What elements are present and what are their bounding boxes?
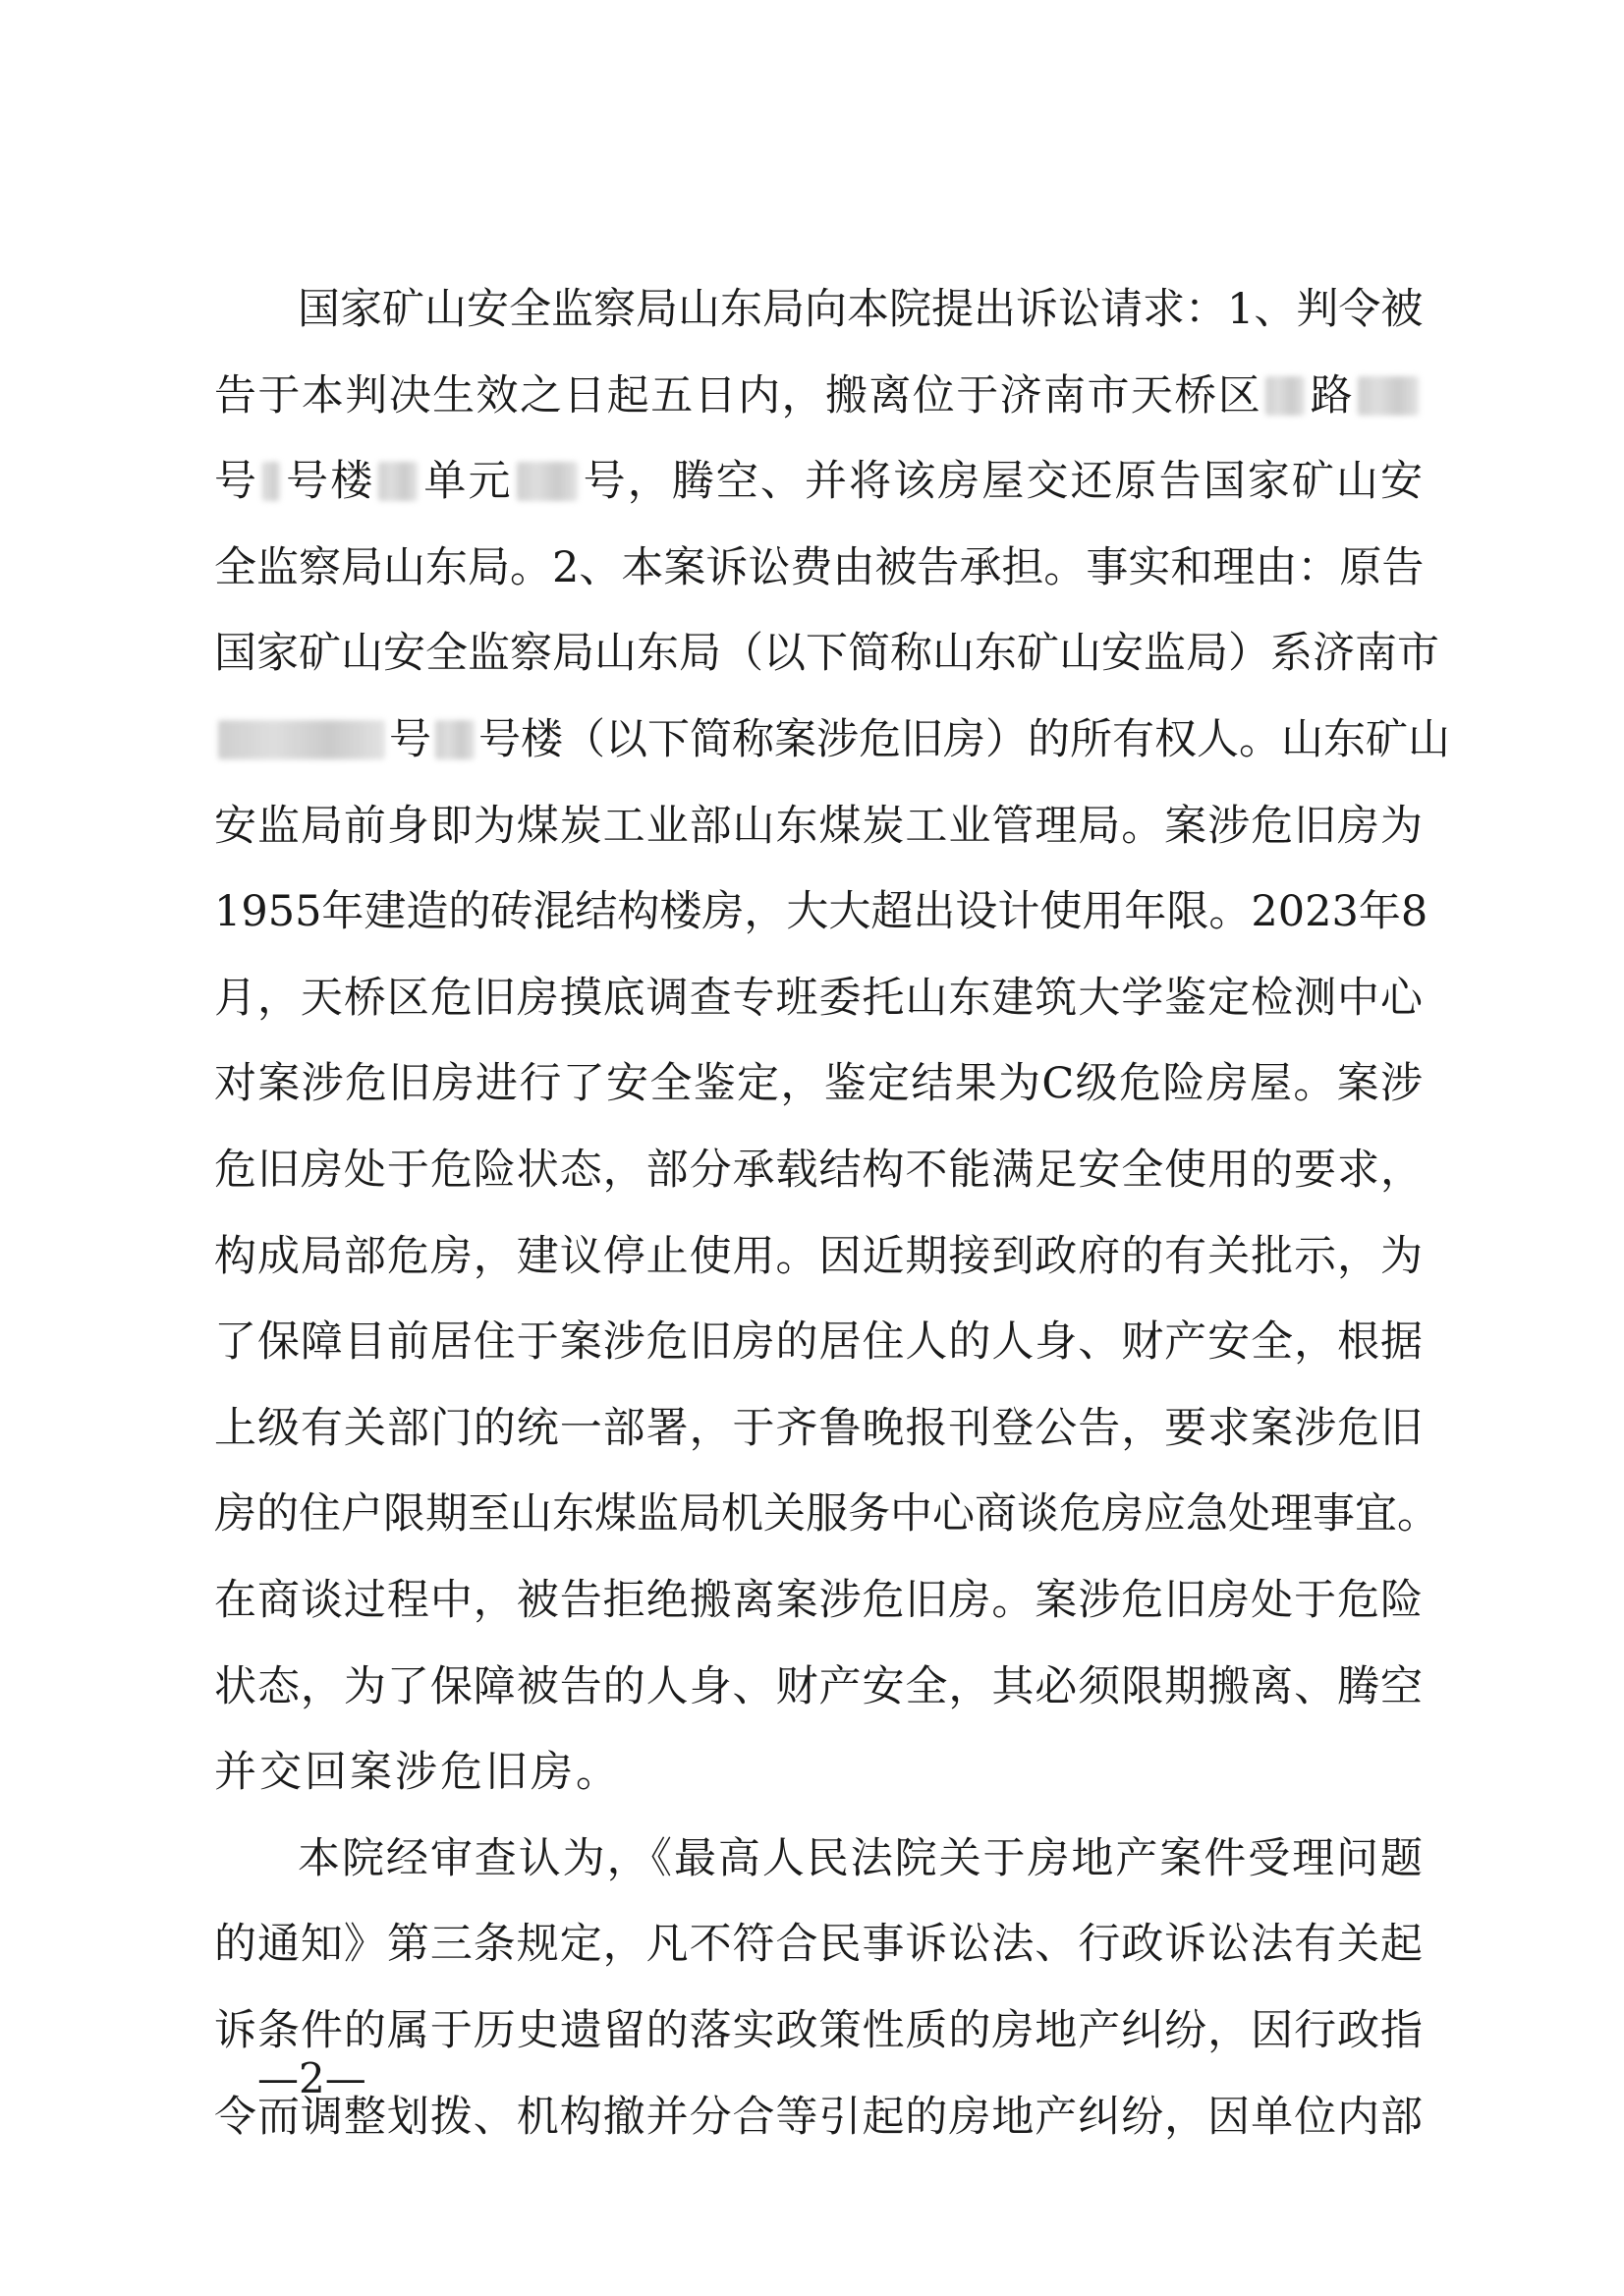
text-line [214,2088,1423,2147]
text-segment: 构成局部危房，建议停止使用。因近期接到政府的有关批示，为 [214,1232,1423,1281]
text-segment: 全监察局山东局。2、本案诉讼费由被告承担。事实和理由：原告 [214,543,1425,592]
text-segment: 号楼（以下简称案涉危旧房）的所有权人。山东矿山 [478,715,1450,764]
text-segment: 单元 [421,457,513,506]
text-segment: 安监局前身即为煤炭工业部山东煤炭工业管理局。案涉危旧房为 [214,802,1423,851]
text-line [214,2001,1423,2060]
text-segment: 危旧房处于危险状态，部分承载结构不能满足安全使用的要求， [214,1146,1423,1195]
text-segment: 在商谈过程中，被告拒绝搬离案涉危旧房。案涉危旧房处于危险 [214,1576,1423,1625]
text-segment: 告于本判决生效之日起五日内，搬离位于济南市天桥区 [214,371,1262,420]
text-segment: 了保障目前居住于案涉危旧房的居住人的人身、财产安全，根据 [214,1317,1423,1367]
redaction-blur [1265,376,1305,416]
text-segment: 的通知》第三条规定，凡不符合民事诉讼法、行政诉讼法有关起 [214,1920,1423,1969]
text-segment: 1955年建造的砖混结构楼房，大大超出设计使用年限。2023年8 [214,887,1428,936]
redaction-blur [1358,376,1419,416]
text-line [214,1571,1423,1630]
redaction-blur [218,720,385,759]
text-line [214,1915,1423,1974]
text-line [214,538,1423,597]
text-line [214,969,1423,1028]
text-segment: 路 [1309,371,1355,420]
text-line [214,452,1423,511]
text-line [214,1657,1423,1716]
text-segment: 号 [389,715,431,764]
text-line [214,797,1423,856]
text-segment: 号，腾空、并将该房屋交还原告国家矿山安 [581,457,1424,506]
text-line [214,1141,1423,1200]
text-line [214,710,1450,769]
text-segment: 国家矿山安全监察局山东局向本院提出诉讼请求：1、判令被 [298,285,1424,334]
text-segment: 令而调整划拨、机构撤并分合等引起的房地产纠纷，因单位内部 [214,2093,1423,2142]
text-segment: 房的住户限期至山东煤监局机关服务中心商谈危房应急处理事宜。 [214,1489,1439,1539]
text-line [214,1227,1423,1286]
text-segment: 上级有关部门的统一部署，于齐鲁晚报刊登公告，要求案涉危旧 [214,1404,1423,1453]
redaction-blur [378,462,418,501]
text-segment: 国家矿山安全监察局山东局（以下简称山东矿山安监局）系济南市 [214,629,1439,678]
text-segment: 诉条件的属于历史遗留的落实政策性质的房地产纠纷，因行政指 [214,2006,1423,2055]
text-segment: 号 [214,457,259,506]
text-segment: 状态，为了保障被告的人身、财产安全，其必须限期搬离、腾空 [214,1662,1423,1711]
text-line [214,1313,1423,1372]
text-segment: 对案涉危旧房进行了安全鉴定，鉴定结果为C级危险房屋。案涉 [214,1059,1423,1108]
text-segment: 号楼 [284,457,375,506]
text-line [214,882,1428,941]
text-line [214,366,1423,425]
page-number: —2— [257,2054,366,2102]
redaction-blur [435,720,475,759]
text-line [214,1399,1423,1458]
text-segment: 本院经审查认为，《最高人民法院关于房地产案件受理问题 [298,1834,1423,1883]
text-line [298,1829,1423,1888]
redaction-blur [517,462,578,501]
text-line [214,1743,1423,1802]
text-segment: 月，天桥区危旧房摸底调查专班委托山东建筑大学鉴定检测中心 [214,974,1423,1023]
text-line [214,1484,1439,1543]
text-segment: 并交回案涉危旧房。 [214,1748,621,1797]
text-line [214,1054,1423,1113]
text-line [298,280,1423,339]
text-line [214,624,1439,683]
redaction-blur [262,462,280,501]
